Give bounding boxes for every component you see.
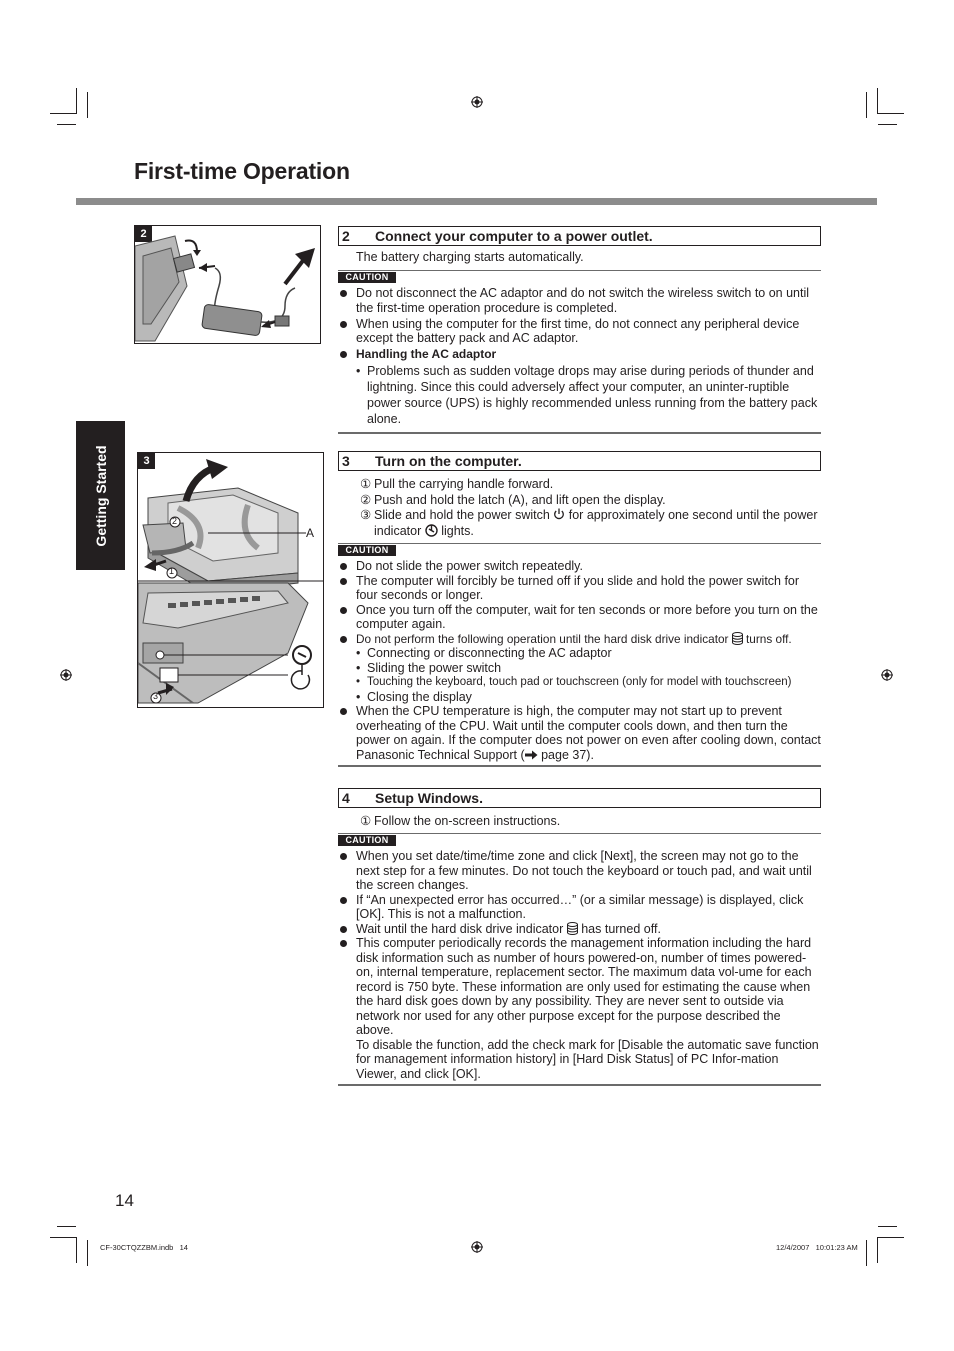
step-number: 4 bbox=[342, 790, 350, 806]
list-item-text: has turned off. bbox=[577, 921, 661, 936]
step-2-heading bbox=[338, 226, 821, 246]
list-item-text: Do not perform the following operation until the hard disk drive indicator bbox=[356, 631, 732, 646]
list-item: Do not disconnect the AC adaptor and do not switch the wireless switch to on until the first-time operation procedure is completed. bbox=[338, 286, 821, 315]
procedure-number: ① bbox=[360, 477, 372, 491]
registration-mark-icon bbox=[60, 669, 72, 681]
list-item-continuation: To disable the function, add the check mark for [Disable the automatic save function for management information history] in [Hard Disk Status] of PC Infor-mation Viewer, and click [OK]. bbox=[356, 1037, 819, 1081]
crop-mark bbox=[877, 1237, 878, 1263]
procedure-number: ② bbox=[360, 493, 372, 507]
procedure-item bbox=[338, 508, 821, 539]
crop-mark bbox=[877, 88, 878, 114]
procedure-text: for approximately one second until the power indicator bbox=[374, 508, 818, 538]
callout-a-label: A bbox=[306, 526, 315, 540]
list-item: Once you turn off the computer, wait for ten seconds or more before you turn on the computer again. bbox=[338, 603, 821, 632]
step-number: 2 bbox=[342, 228, 350, 244]
crop-mark bbox=[57, 124, 76, 125]
figure-label: 2 bbox=[135, 226, 152, 242]
caution-badge: CAUTION bbox=[338, 545, 396, 556]
section-tab bbox=[76, 421, 125, 570]
callout-2-label: 2 bbox=[172, 516, 178, 526]
list-item-text: turns off. bbox=[742, 631, 792, 646]
divider bbox=[338, 543, 821, 544]
divider bbox=[338, 833, 821, 834]
procedure-item bbox=[338, 492, 821, 508]
step-number: 3 bbox=[342, 453, 350, 469]
crop-mark bbox=[76, 1237, 77, 1263]
crop-mark bbox=[50, 113, 76, 114]
list-item bbox=[338, 704, 821, 762]
footer-timestamp: 12/4/2007 10:01:23 AM bbox=[776, 1243, 858, 1252]
footer-file-info: CF-30CTQZZBM.indb 14 bbox=[100, 1243, 188, 1252]
page-number: 14 bbox=[115, 1191, 134, 1210]
list-item: If “An unexpected error has occurred…” (or a similar message) is displayed, click [OK]. This is not a malfunction. bbox=[338, 893, 821, 922]
crop-mark bbox=[878, 124, 897, 125]
caution-badge: CAUTION bbox=[338, 272, 396, 283]
registration-mark-icon bbox=[471, 1241, 483, 1253]
page-title: First-time Operation bbox=[134, 158, 350, 184]
hard-disk-indicator-icon bbox=[732, 632, 743, 645]
step-3-caution-list bbox=[338, 559, 821, 762]
figure-ac-adaptor bbox=[134, 225, 321, 344]
crop-mark bbox=[50, 1237, 76, 1238]
procedure-number: ① bbox=[360, 814, 372, 828]
list-item: When you set date/time/time zone and click [Next], the screen may not go to the next step for a few minutes. Do not touch the keyboard or touch pad, and wait until the screen changes. bbox=[338, 849, 821, 893]
crop-mark bbox=[878, 113, 904, 114]
callout-3-label: 3 bbox=[153, 691, 159, 701]
crop-mark bbox=[878, 1237, 904, 1238]
procedure-text: lights. bbox=[437, 523, 474, 538]
procedure-item bbox=[338, 813, 821, 829]
registration-mark-icon bbox=[881, 669, 893, 681]
list-item-text: Wait until the hard disk drive indicator bbox=[356, 921, 567, 936]
sub-list-item: • Closing the display bbox=[338, 690, 821, 705]
step-2-intro: The battery charging starts automatically. bbox=[356, 250, 584, 264]
list-item: Handling the AC adaptor bbox=[338, 347, 821, 362]
divider bbox=[338, 765, 821, 767]
list-item: Do not slide the power switch repeatedly. bbox=[338, 559, 821, 574]
sub-list-item: • Sliding the power switch bbox=[338, 661, 821, 676]
divider bbox=[338, 432, 821, 434]
step-title: Turn on the computer. bbox=[375, 453, 522, 469]
step-4-caution-list bbox=[338, 849, 821, 1081]
procedure-text: Slide and hold the power switch bbox=[374, 508, 554, 522]
list-item-text: page 37). bbox=[537, 747, 594, 762]
step-title: Setup Windows. bbox=[375, 790, 483, 806]
figure-label: 3 bbox=[138, 453, 155, 469]
procedure-text: Follow the on-screen instructions. bbox=[374, 814, 561, 828]
step-title: Connect your computer to a power outlet. bbox=[375, 228, 653, 244]
divider bbox=[338, 270, 821, 271]
caution-badge: CAUTION bbox=[338, 835, 396, 846]
callout-1-label: 1 bbox=[169, 566, 175, 576]
procedure-text: Pull the carrying handle forward. bbox=[374, 477, 554, 491]
crop-mark bbox=[866, 92, 867, 118]
procedure-number: ③ bbox=[360, 508, 372, 522]
step-3-heading bbox=[338, 451, 821, 471]
list-item bbox=[338, 632, 821, 647]
ac-adaptor-illustration bbox=[135, 226, 320, 343]
title-rule bbox=[76, 198, 877, 205]
laptop-illustration bbox=[138, 453, 323, 707]
list-item: The computer will forcibly be turned off if you slide and hold the power switch for four seconds or longer. bbox=[338, 574, 821, 603]
arrow-right-icon bbox=[525, 750, 538, 760]
sub-list-item: • Connecting or disconnecting the AC adaptor bbox=[338, 646, 821, 661]
figure-turn-on bbox=[137, 452, 324, 708]
list-item-text: When the CPU temperature is high, the computer may not start up to prevent overheating of the CPU. Wait until the computer cools down, and then turn the power on again. If the computer does not power on even after cooling down, contact Panasonic Technical Support ( bbox=[356, 704, 821, 762]
procedure-text: Push and hold the latch (A), and lift open the display. bbox=[374, 493, 666, 507]
power-indicator-icon bbox=[425, 524, 438, 537]
step-4-heading bbox=[338, 788, 821, 808]
section-tab-label: Getting Started bbox=[92, 444, 109, 547]
procedure-item bbox=[338, 476, 821, 492]
crop-mark bbox=[878, 1226, 897, 1227]
crop-mark bbox=[87, 1240, 88, 1266]
registration-mark-icon bbox=[471, 96, 483, 108]
hard-disk-indicator-icon bbox=[567, 922, 578, 935]
power-switch-icon bbox=[553, 508, 565, 520]
sub-list-item: • Touching the keyboard, touch pad or touchscreen (only for model with touchscreen) bbox=[338, 675, 821, 690]
list-item: This computer periodically records the management information including the hard disk information such as number of hours powered-on, number of times powered-on, internal temperature, replacement sector. The maximum data vol-ume for each record is 750 byte. These information are only used for estimating the cause when the hard disk goes down by any possibility. They are never sent to outside via network nor used for any other purpose except for the purpose described the above. bbox=[338, 936, 821, 1038]
crop-mark bbox=[76, 88, 77, 114]
step-4-procedure bbox=[338, 813, 821, 829]
crop-mark bbox=[57, 1226, 76, 1227]
step-2-caution-list bbox=[338, 286, 821, 427]
crop-mark bbox=[87, 92, 88, 118]
divider bbox=[338, 1084, 821, 1086]
step-3-procedure bbox=[338, 476, 821, 539]
list-item bbox=[338, 922, 821, 937]
sub-list-item: • Problems such as sudden voltage drops may arise during periods of thunder and lightning. Since this could adversely affect your computer, an uninter-ruptible power source (UPS) is highly recommended unless running from the battery pack alone. bbox=[338, 363, 821, 427]
list-item: When using the computer for the first time, do not connect any peripheral device except the battery pack and AC adaptor. bbox=[338, 317, 821, 346]
crop-mark bbox=[866, 1240, 867, 1266]
